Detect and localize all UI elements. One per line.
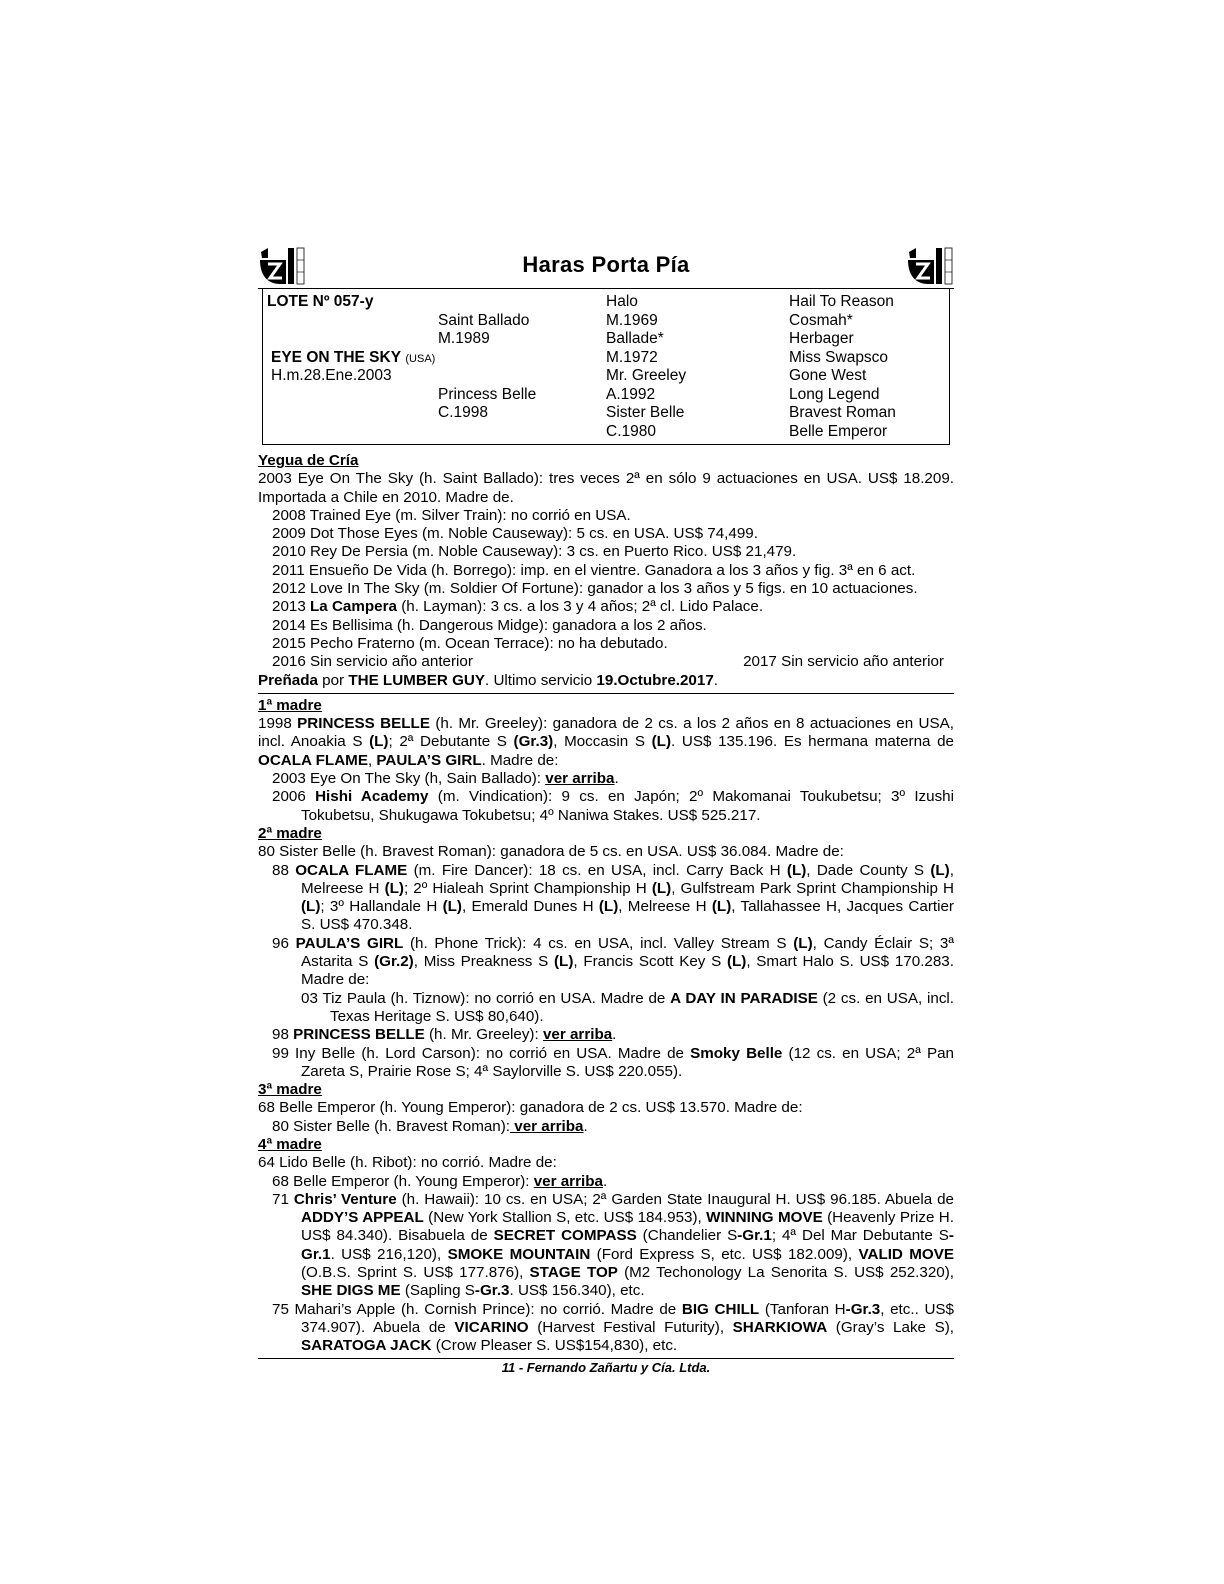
great-grandparent: Long Legend	[789, 386, 880, 403]
granddam-2-info: C.1980	[606, 423, 656, 440]
produce-item: 98 PRINCESS BELLE (h. Mr. Greeley): ver arriba.	[272, 1026, 617, 1044]
produce-item: 2011 Ensueño De Vida (h. Borrego): imp. en el vientre. Ganadora a los 3 años y fig. 3ª en 6 act.	[272, 561, 916, 579]
catalog-page	[258, 240, 954, 1377]
pregnancy-status: Preñada por THE LUMBER GUY. Ultimo servicio 19.Octubre.2017.	[258, 671, 719, 689]
divider	[258, 693, 954, 694]
produce-item: 2016 Sin servicio año anterior	[272, 653, 473, 671]
yegua-section	[258, 452, 954, 690]
grandsire-1: Halo	[606, 293, 638, 310]
dam-info: C.1998	[438, 404, 488, 421]
mare-summary: 2003 Eye On The Sky (h. Saint Ballado): tres veces 2ª en sólo 9 actuaciones en USA. US$ 18.209. Importada a Chile en 2010. Madre de.	[258, 470, 954, 506]
madre2-section	[258, 825, 954, 1081]
dam-name: Princess Belle	[438, 386, 537, 403]
produce-item: 99 Iny Belle (h. Lord Carson): no corrió en USA. Madre de Smoky Belle (12 cs. en USA; 2ª Pan Zareta S, Prairie Rose S; 4ª Saylorville S. US$ 220.055).	[272, 1044, 955, 1080]
granddam-1: Ballade*	[606, 330, 664, 347]
great-grandparent: Bravest Roman	[789, 404, 896, 421]
produce-item: 2012 Love In The Sky (m. Soldier Of Fortune): ganador a los 3 años y 5 figs. en 10 actuaciones.	[272, 580, 918, 598]
horse-info: H.m.28.Ene.2003	[271, 367, 392, 384]
grandsire-1-info: M.1969	[606, 312, 658, 329]
great-grandparent: Gone West	[789, 367, 867, 384]
produce-item: 2014 Es Bellisima (h. Dangerous Midge): ganadora a los 2 años.	[272, 616, 707, 634]
page-header	[258, 240, 954, 289]
produce-item: 68 Belle Emperor (h. Young Emperor): ver arriba.	[272, 1172, 608, 1190]
page-footer: 11 - Fernando Zañartu y Cía. Ltda.	[258, 1358, 954, 1377]
zanartu-logo-icon	[906, 246, 954, 286]
lot-number: LOTE Nº 057-y	[267, 293, 374, 310]
produce-item: 2006 Hishi Academy (m. Vindication): 9 cs. en Japón; 2º Makomanai Toukubetsu; 3º Izushi Tokubetsu, Shukugawa Tokubetsu; 4º Naniwa Stakes. US$ 525.217.	[272, 788, 954, 824]
produce-item: 2017 Sin servicio año anterior	[743, 653, 944, 671]
horse-origin: (USA)	[405, 353, 436, 365]
produce-item-row	[258, 653, 954, 671]
section-title: 4ª madre	[258, 1135, 322, 1153]
produce-item: 80 Sister Belle (h. Bravest Roman): ver arriba.	[272, 1117, 588, 1135]
produce-item: 71 Chris’ Venture (h. Hawaii): 10 cs. en USA; 2ª Garden State Inaugural H. US$ 96.185. Abuela de ADDY’S APPEAL (New York Stallion S, etc. US$ 184.953), WINNING MOVE (Heavenly Prize H. US$ 84.340). Bisabuela de SECRET COMPASS (Chandelier S-Gr.1; 4ª Del Mar Debutante S-Gr.1. US$ 216,120), SMOKE MOUNTAIN (Ford Express S, etc. US$ 182.009), VALID MOVE (O.B.S. Sprint S. US$ 177.876), STAGE TOP (M2 Techonology La Senorita S. US$ 252.320), SHE DIGS ME (Sapling S-Gr.3. US$ 156.340), etc.	[272, 1190, 954, 1300]
sire-info: M.1989	[438, 330, 490, 347]
section-title: 2ª madre	[258, 824, 322, 842]
produce-item: 2013 La Campera (h. Layman): 3 cs. a los 3 y 4 años; 2ª cl. Lido Palace.	[272, 598, 764, 616]
dam-summary: 68 Belle Emperor (h. Young Emperor): ganadora de 2 cs. US$ 13.570. Madre de:	[258, 1099, 803, 1117]
produce-item: 2010 Rey De Persia (m. Noble Causeway): 3 cs. en Puerto Rico. US$ 21,479.	[272, 543, 797, 561]
madre4-section	[258, 1136, 954, 1356]
grandsire-2-info: A.1992	[606, 386, 656, 403]
produce-item: 88 OCALA FLAME (m. Fire Dancer): 18 cs. en USA, incl. Carry Back H (L), Dade County S (L), Melreese H (L); 2º Hialeah Sprint Championship H (L), Gulfstream Park Sprint Championship H (L); 3º Hallandale H (L), Emerald Dunes H (L), Melreese H (L), Tallahassee H, Jacques Cartier S. US$ 470.348.	[272, 861, 954, 934]
dam-summary: 80 Sister Belle (h. Bravest Roman): ganadora de 5 cs. en USA. US$ 36.084. Madre de:	[258, 843, 844, 861]
section-title: 3ª madre	[258, 1081, 322, 1099]
great-grandparent: Miss Swapsco	[789, 349, 889, 366]
dam-summary: 1998 PRINCESS BELLE (h. Mr. Greeley): ganadora de 2 cs. a los 2 años en 8 actuaciones en USA, incl. Anoakia S (L); 2ª Debutante S (Gr.3), Moccasin S (L). US$ 135.196. Es hermana materna de OCALA FLAME, PAULA’S GIRL. Madre de:	[258, 715, 954, 769]
produce-item: 96 PAULA’S GIRL (h. Phone Trick): 4 cs. en USA, incl. Valley Stream S (L), Candy Éclair S; 3ª Astarita S (Gr.2), Miss Preakness S (L), Francis Scott Key S (L), Smart Halo S. US$ 170.283. Madre de:	[272, 934, 954, 989]
produce-item: 2003 Eye On The Sky (h, Sain Ballado): ver arriba.	[272, 770, 619, 788]
pedigree-table	[262, 289, 950, 445]
great-grandparent: Hail To Reason	[789, 293, 894, 310]
dam-summary: 64 Lido Belle (h. Ribot): no corrió. Madre de:	[258, 1154, 557, 1172]
sire-name: Saint Ballado	[438, 312, 530, 329]
great-grandparent: Belle Emperor	[789, 423, 888, 440]
produce-item: 03 Tiz Paula (h. Tiznow): no corrió en USA. Madre de A DAY IN PARADISE (2 cs. en USA, incl. Texas Heritage S. US$ 80,640).	[301, 989, 955, 1025]
great-grandparent: Cosmah*	[789, 312, 853, 329]
section-title: Yegua de Cría	[258, 452, 359, 469]
granddam-1-info: M.1972	[606, 349, 658, 366]
horse-name: EYE ON THE SKY	[271, 349, 402, 366]
page-title: Haras Porta Pía	[522, 252, 690, 277]
produce-item: 2015 Pecho Fraterno (m. Ocean Terrace): no ha debutado.	[272, 634, 668, 652]
produce-item: 2008 Trained Eye (m. Silver Train): no corrió en USA.	[272, 506, 631, 524]
produce-item: 2009 Dot Those Eyes (m. Noble Causeway): 5 cs. en USA. US$ 74,499.	[272, 525, 758, 543]
produce-item: 75 Mahari’s Apple (h. Cornish Prince): no corrió. Madre de BIG CHILL (Tanforan H-Gr.3, etc.. US$ 374.907). Abuela de VICARINO (Harvest Festival Futurity), SHARKIOWA (Gray’s Lake S), SARATOGA JACK (Crow Pleaser S. US$154,830), etc.	[272, 1300, 954, 1355]
great-grandparent: Herbager	[789, 330, 854, 347]
grandsire-2: Mr. Greeley	[606, 367, 687, 384]
madre3-section	[258, 1081, 954, 1136]
granddam-2: Sister Belle	[606, 404, 685, 421]
section-title: 1ª madre	[258, 696, 322, 714]
horse-name-line	[271, 349, 435, 368]
madre1-section	[258, 697, 954, 825]
